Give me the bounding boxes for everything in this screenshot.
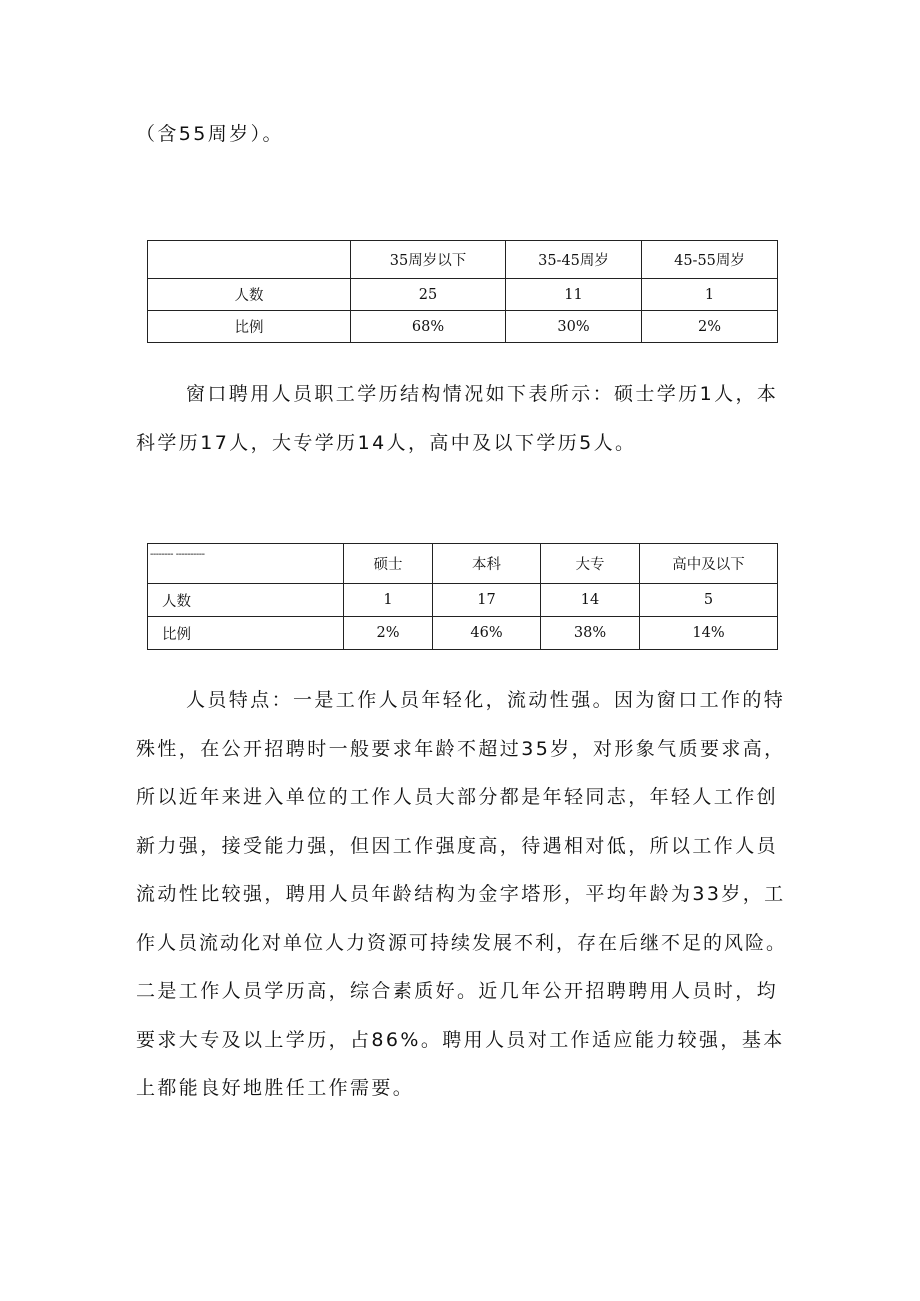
edu-table-cell: 5	[640, 584, 778, 617]
age-table-row-label: 人数	[148, 279, 351, 311]
edu-table-row-label: 比例	[148, 617, 344, 650]
edu-table-cell: 38%	[541, 617, 640, 650]
paragraph-line: 二是工作人员学历高，综合素质好。近几年公开招聘聘用人员时，均	[136, 980, 779, 1002]
edu-table-cell: 46%	[433, 617, 541, 650]
education-paragraph	[136, 370, 788, 467]
intro-fragment	[136, 110, 788, 159]
edu-table-header-master: 硕士	[344, 544, 433, 584]
age-table-row-count	[148, 279, 778, 311]
edu-table-cell: 2%	[344, 617, 433, 650]
paragraph-line: 所以近年来进入单位的工作人员大部分都是年轻同志，年轻人工作创	[136, 786, 779, 808]
edu-table-header-college: 大专	[541, 544, 640, 584]
age-table-cell: 1	[642, 279, 778, 311]
age-table	[147, 240, 778, 343]
edu-table-row-ratio	[148, 617, 778, 650]
paragraph-line: 窗口聘用人员职工学历结构情况如下表所示：硕士学历1人，本	[186, 383, 779, 405]
edu-table-cell: 14%	[640, 617, 778, 650]
edu-table-cell: 17	[433, 584, 541, 617]
edu-table-header-highschool: 高中及以下	[640, 544, 778, 584]
age-table-row-ratio	[148, 311, 778, 343]
education-table	[147, 543, 778, 650]
age-table-header-row	[148, 241, 778, 279]
paragraph-line: 新力强，接受能力强，但因工作强度高，待遇相对低，所以工作人员	[136, 834, 779, 857]
paragraph-line: 要求大专及以上学历，占86%。聘用人员对工作适应能力较强，基本	[136, 1028, 785, 1051]
age-table-header-empty	[148, 241, 351, 279]
age-table-cell: 30%	[506, 311, 642, 343]
edu-table-row-label: 人数	[148, 584, 344, 617]
age-table-cell: 2%	[642, 311, 778, 343]
paragraph-line: 作人员流动化对单位人力资源可持续发展不利，存在后继不足的风险。	[136, 931, 788, 954]
paragraph-line: 殊性，在公开招聘时一般要求年龄不超过35岁，对形象气质要求高，	[136, 737, 786, 760]
edu-table-corner-cell	[148, 544, 344, 584]
paragraph-line: 流动性比较强，聘用人员年龄结构为金字塔形，平均年龄为33岁，工	[136, 883, 786, 905]
age-table-cell: 68%	[351, 311, 506, 343]
age-table-header-45-55: 45-55周岁	[642, 241, 778, 279]
edu-table-header-bachelor: 本科	[433, 544, 541, 584]
edu-table-cell: 14	[541, 584, 640, 617]
characteristics-paragraph	[136, 676, 788, 1113]
edu-table-corner-mark: -------- ----------	[150, 548, 205, 560]
edu-table-row-count	[148, 584, 778, 617]
intro-fragment-text: （含55周岁）。	[136, 123, 284, 145]
paragraph-line: 人员特点：一是工作人员年轻化，流动性强。因为窗口工作的特	[186, 689, 786, 711]
edu-table-cell: 1	[344, 584, 433, 617]
age-table-header-35-45: 35-45周岁	[506, 241, 642, 279]
age-table-cell: 25	[351, 279, 506, 311]
age-table-row-label: 比例	[148, 311, 351, 343]
age-table-cell: 11	[506, 279, 642, 311]
age-table-header-under35: 35周岁以下	[351, 241, 506, 279]
edu-table-header-row	[148, 544, 778, 584]
paragraph-line: 上都能良好地胜任工作需要。	[136, 1077, 415, 1099]
paragraph-line: 科学历17人，大专学历14人，高中及以下学历5人。	[136, 431, 637, 454]
